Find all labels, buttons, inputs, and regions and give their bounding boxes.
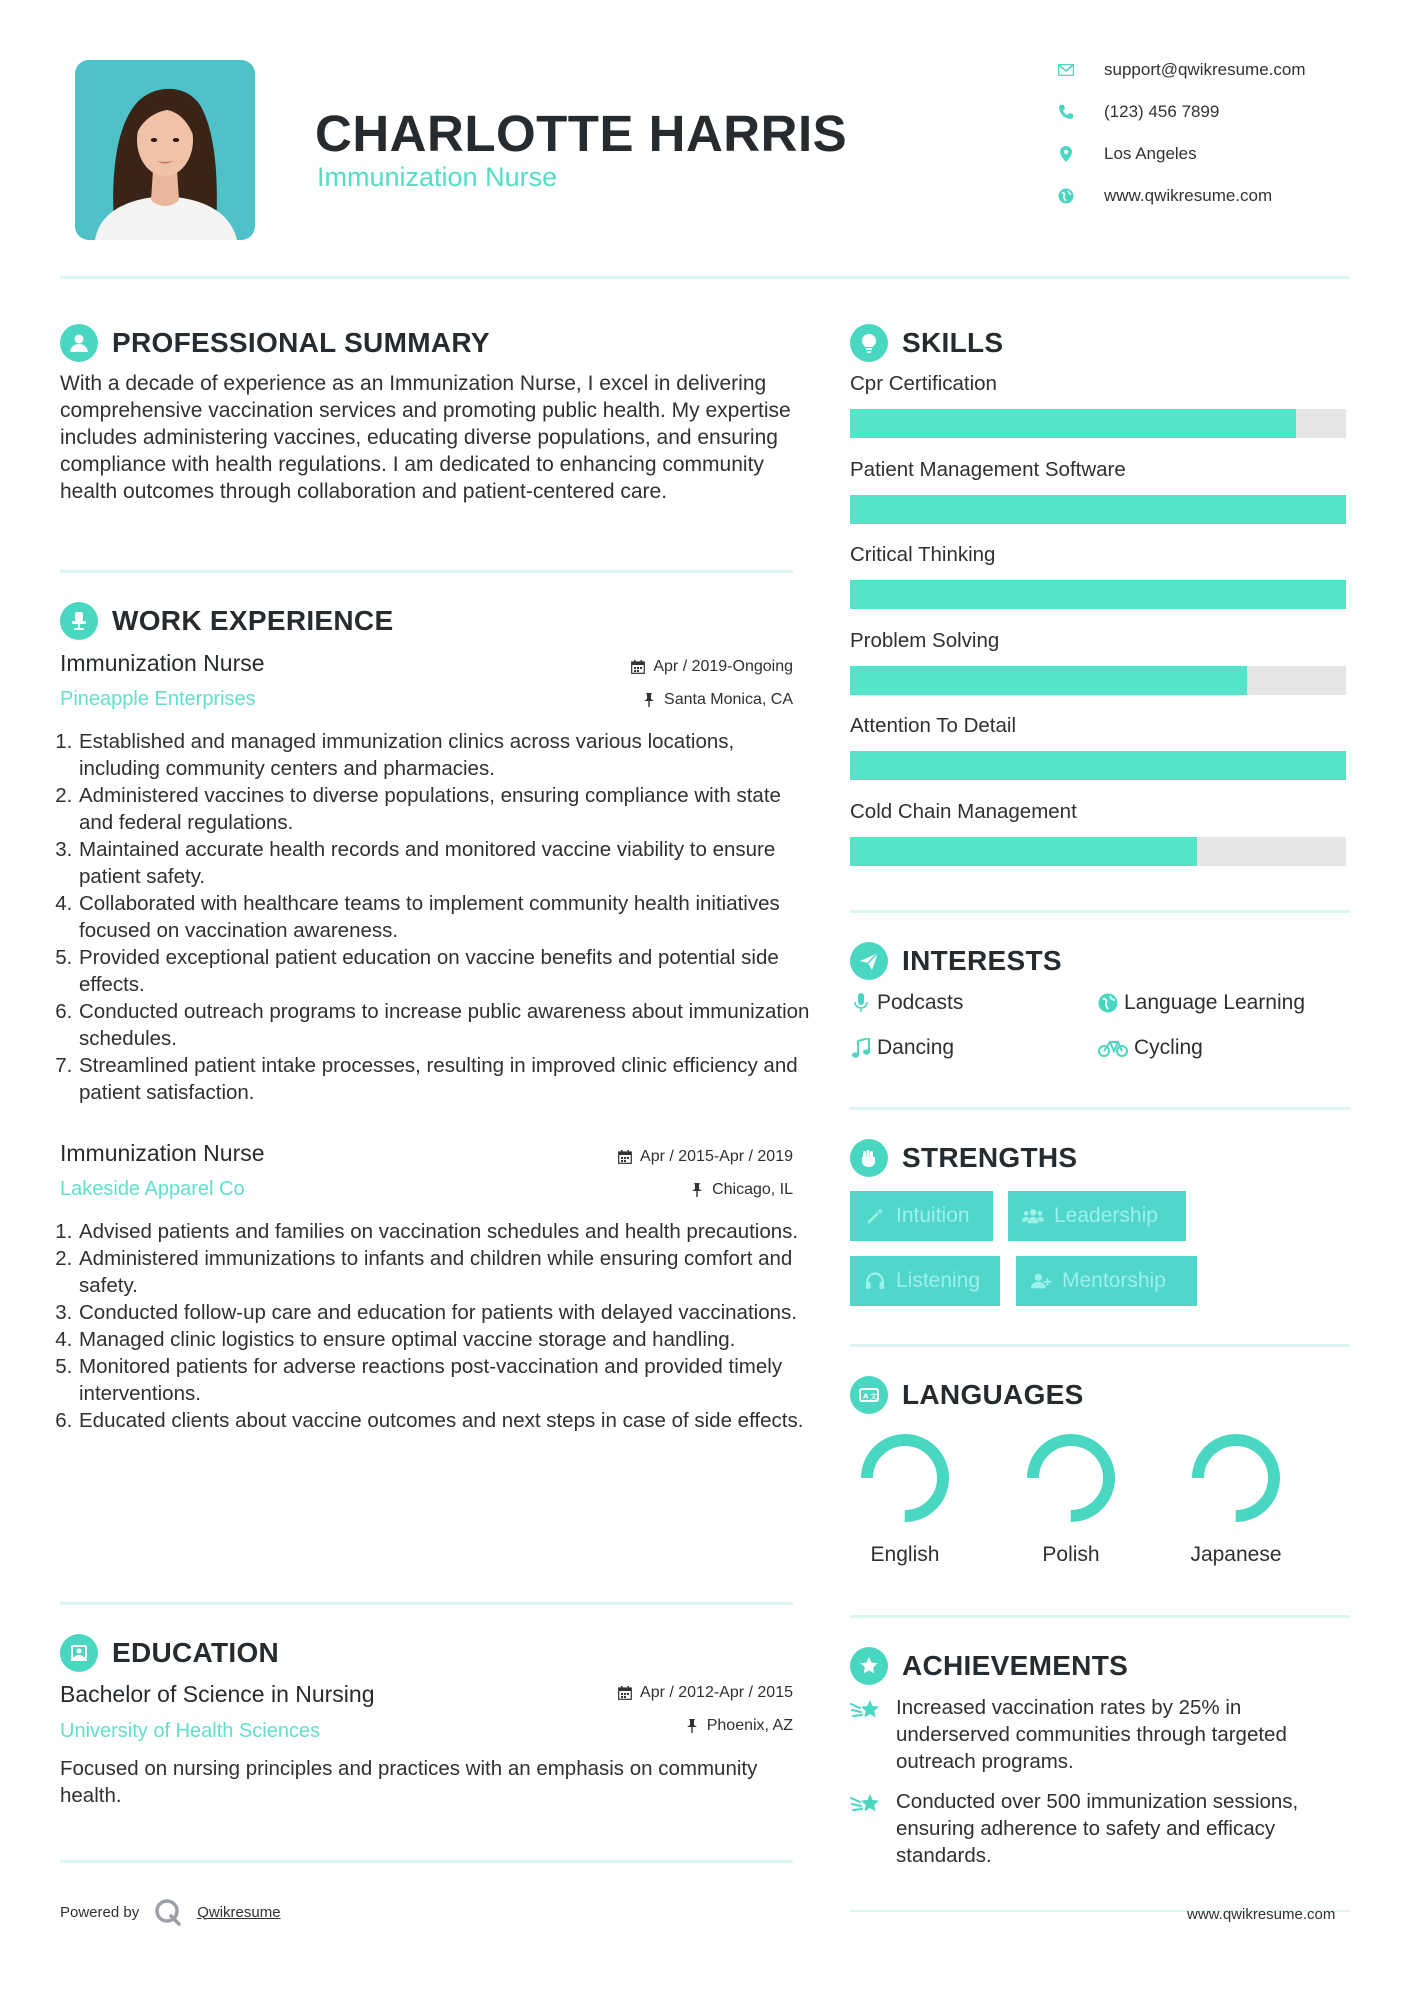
candidate-title: Immunization Nurse bbox=[317, 162, 558, 192]
languages-heading: A 文 LANGUAGES bbox=[850, 1375, 1084, 1415]
pushpin-icon bbox=[689, 1182, 705, 1198]
job-1-company: Pineapple Enterprises bbox=[60, 688, 256, 710]
interest-podcasts: Podcasts bbox=[850, 991, 963, 1015]
education-school: University of Health Sciences bbox=[60, 1720, 321, 1742]
achievements-heading: ACHIEVEMENTS bbox=[850, 1646, 1128, 1686]
education-dates: Apr / 2012-Apr / 2015 bbox=[500, 1684, 793, 1702]
strength-intuition: Intuition bbox=[850, 1191, 993, 1241]
language-arc bbox=[1021, 1428, 1121, 1528]
education-description: Focused on nursing principles and practices with an emphasis on community health. bbox=[60, 1757, 758, 1807]
language-gauge bbox=[1166, 1428, 1306, 1528]
work-divider bbox=[60, 1602, 793, 1605]
language-name: Polish bbox=[1042, 1543, 1100, 1566]
profile-photo bbox=[75, 60, 255, 240]
summary-text: With a decade of experience as an Immunization Nurse, I excel in delivering comprehensive vaccination services and promoting public health. My expertise includes administering vaccines, educating diverse populations, and ensuring compliance with health regulations. I am dedicated to enhancing community health outcomes through collaboration and patient-centered care. bbox=[60, 372, 791, 503]
skill-bar bbox=[850, 666, 1346, 695]
skill-name: Cpr Certification bbox=[850, 372, 997, 395]
list-item: 5. Monitored patients for adverse reactions post-vaccination and provided timely interventions. bbox=[78, 1353, 818, 1407]
contact-location bbox=[1055, 142, 1197, 166]
skill-bar-fill bbox=[850, 495, 1346, 524]
list-item: 6. Educated clients about vaccine outcomes and next steps in case of side effects. bbox=[78, 1407, 818, 1434]
interest-dancing: Dancing bbox=[850, 1036, 954, 1060]
list-item: 7. Streamlined patient intake processes, resulting in improved clinic efficiency and patient satisfaction. bbox=[78, 1052, 818, 1106]
paper-plane-icon bbox=[850, 942, 888, 980]
job-1-location: Santa Monica, CA bbox=[500, 691, 793, 709]
list-item: 2. Administered vaccines to diverse populations, ensuring compliance with state and federal regulations. bbox=[78, 782, 818, 836]
svg-text:A: A bbox=[863, 1392, 869, 1401]
language-arc bbox=[855, 1428, 955, 1528]
list-item: 6. Conducted outreach programs to increase public awareness about immunization schedules. bbox=[78, 998, 818, 1052]
language-name: Japanese bbox=[1190, 1543, 1282, 1566]
contact-phone-text: (123) 456 7899 bbox=[1104, 102, 1220, 121]
job-1-title: Immunization Nurse bbox=[60, 650, 265, 676]
list-item: 3. Maintained accurate health records and monitored vaccine viability to ensure patient safety. bbox=[78, 836, 818, 890]
contact-email-text: support@qwikresume.com bbox=[1104, 60, 1306, 79]
skill-name: Problem Solving bbox=[850, 628, 1000, 652]
contact-phone bbox=[1055, 100, 1219, 124]
list-item: 1. Established and managed immunization clinics across various locations, including community centers and pharmacies. bbox=[78, 728, 818, 782]
interest-cycling: Cycling bbox=[1097, 1036, 1203, 1060]
language-arc bbox=[1186, 1428, 1286, 1528]
interests-divider bbox=[850, 1107, 1350, 1110]
contact-website[interactable] bbox=[1055, 184, 1272, 208]
skill-bar-fill bbox=[850, 409, 1296, 438]
contact-location-text: Los Angeles bbox=[1104, 144, 1197, 163]
summary-heading: PROFESSIONAL SUMMARY bbox=[60, 323, 490, 363]
graduation-icon bbox=[60, 1634, 98, 1672]
microphone-icon bbox=[850, 992, 872, 1014]
job-2-location: Chicago, IL bbox=[500, 1181, 793, 1199]
language-name: English bbox=[870, 1543, 940, 1566]
contact-email[interactable] bbox=[1055, 58, 1306, 82]
svg-text:文: 文 bbox=[870, 1392, 877, 1401]
skill-name: Patient Management Software bbox=[850, 457, 1126, 481]
language-gauge bbox=[835, 1428, 975, 1528]
achievement-2: Conducted over 500 immunization sessions, ensuring adherence to safety and efficacy standards. bbox=[850, 1788, 1310, 1869]
job-2-title: Immunization Nurse bbox=[60, 1140, 265, 1166]
strength-leadership: Leadership bbox=[1008, 1191, 1186, 1241]
lightbulb-icon bbox=[850, 324, 888, 362]
skill-name: Attention To Detail bbox=[850, 714, 1017, 737]
skill-name: Critical Thinking bbox=[850, 543, 996, 566]
pushpin-icon bbox=[641, 692, 657, 708]
header-divider bbox=[60, 276, 1350, 279]
strength-listening: Listening bbox=[850, 1256, 1000, 1306]
skill-bar-fill bbox=[850, 666, 1247, 695]
qwikresume-link[interactable]: Qwikresume bbox=[197, 1903, 281, 1921]
language-card-icon bbox=[850, 1376, 888, 1414]
education-degree: Bachelor of Science in Nursing bbox=[60, 1681, 375, 1707]
magic-wand-icon bbox=[864, 1205, 886, 1227]
shooting-star-icon bbox=[850, 1696, 884, 1726]
skills-divider bbox=[850, 910, 1350, 913]
job-2-bullets bbox=[60, 1218, 818, 1434]
bicycle-icon bbox=[1097, 1037, 1129, 1059]
envelope-icon bbox=[1055, 59, 1077, 81]
resume-header bbox=[60, 58, 1350, 240]
language-gauge bbox=[1001, 1428, 1141, 1528]
education-divider bbox=[60, 1860, 793, 1863]
globe-icon bbox=[1055, 185, 1077, 207]
headphones-icon bbox=[864, 1270, 886, 1292]
skill-bar bbox=[850, 495, 1346, 524]
summary-divider bbox=[60, 570, 793, 573]
map-pin-icon bbox=[1055, 143, 1077, 165]
skill-bar bbox=[850, 751, 1346, 780]
interest-language-learning: Language Learning bbox=[1097, 991, 1305, 1015]
briefcase-chair-icon bbox=[60, 602, 98, 640]
globe-icon bbox=[1097, 992, 1119, 1014]
contact-website-text: www.qwikresume.com bbox=[1104, 186, 1273, 205]
list-item: 5. Provided exceptional patient education on vaccine benefits and potential side effects. bbox=[78, 944, 818, 998]
shooting-star-icon bbox=[850, 1790, 884, 1820]
footer-website-link[interactable]: www.qwikresume.com bbox=[1187, 1906, 1336, 1923]
education-location: Phoenix, AZ bbox=[500, 1717, 793, 1735]
work-heading: WORK EXPERIENCE bbox=[60, 601, 393, 641]
job-1-dates: Apr / 2019-Ongoing bbox=[500, 658, 793, 676]
user-plus-icon bbox=[1030, 1270, 1052, 1292]
list-item: 4. Managed clinic logistics to ensure optimal vaccine storage and handling. bbox=[78, 1326, 818, 1353]
list-item: 3. Conducted follow-up care and education for patients with delayed vaccinations. bbox=[78, 1299, 818, 1326]
list-item: 2. Administered immunizations to infants and children while ensuring comfort and safety. bbox=[78, 1245, 818, 1299]
skill-bar-fill bbox=[850, 580, 1346, 609]
fist-icon bbox=[850, 1139, 888, 1177]
strengths-divider bbox=[850, 1344, 1350, 1347]
job-2-dates: Apr / 2015-Apr / 2019 bbox=[500, 1148, 793, 1166]
languages-divider bbox=[850, 1615, 1350, 1618]
education-heading: EDUCATION bbox=[60, 1633, 279, 1673]
skills-heading: SKILLS bbox=[850, 323, 1003, 363]
skill-bar bbox=[850, 409, 1346, 438]
achievement-1: Increased vaccination rates by 25% in underserved communities through targeted outreach programs. bbox=[850, 1694, 1310, 1775]
star-badge-icon bbox=[850, 1647, 888, 1685]
skill-bar bbox=[850, 837, 1346, 866]
calendar-icon bbox=[617, 1685, 633, 1701]
interests-heading: INTERESTS bbox=[850, 941, 1062, 981]
list-item: 1. Advised patients and families on vaccination schedules and health precautions. bbox=[78, 1218, 818, 1245]
pushpin-icon bbox=[684, 1718, 700, 1734]
job-1-bullets bbox=[60, 728, 818, 1106]
footer-powered-by: Powered by Qwikresume bbox=[60, 1897, 281, 1927]
skill-bar-fill bbox=[850, 837, 1197, 866]
music-icon bbox=[850, 1037, 872, 1059]
strengths-heading: STRENGTHS bbox=[850, 1138, 1077, 1178]
strength-mentorship: Mentorship bbox=[1016, 1256, 1197, 1306]
candidate-name: CHARLOTTE HARRIS bbox=[315, 105, 848, 162]
calendar-icon bbox=[617, 1149, 633, 1165]
job-2-company: Lakeside Apparel Co bbox=[60, 1178, 245, 1200]
users-icon bbox=[1022, 1205, 1044, 1227]
calendar-icon bbox=[630, 659, 646, 675]
skill-bar-fill bbox=[850, 751, 1346, 780]
skill-name: Cold Chain Management bbox=[850, 799, 1077, 823]
list-item: 4. Collaborated with healthcare teams to implement community health initiatives focused on vaccination awareness. bbox=[78, 890, 818, 944]
phone-icon bbox=[1055, 101, 1077, 123]
skill-bar bbox=[850, 580, 1346, 609]
user-icon bbox=[60, 324, 98, 362]
qwikresume-logo-icon bbox=[153, 1897, 183, 1927]
